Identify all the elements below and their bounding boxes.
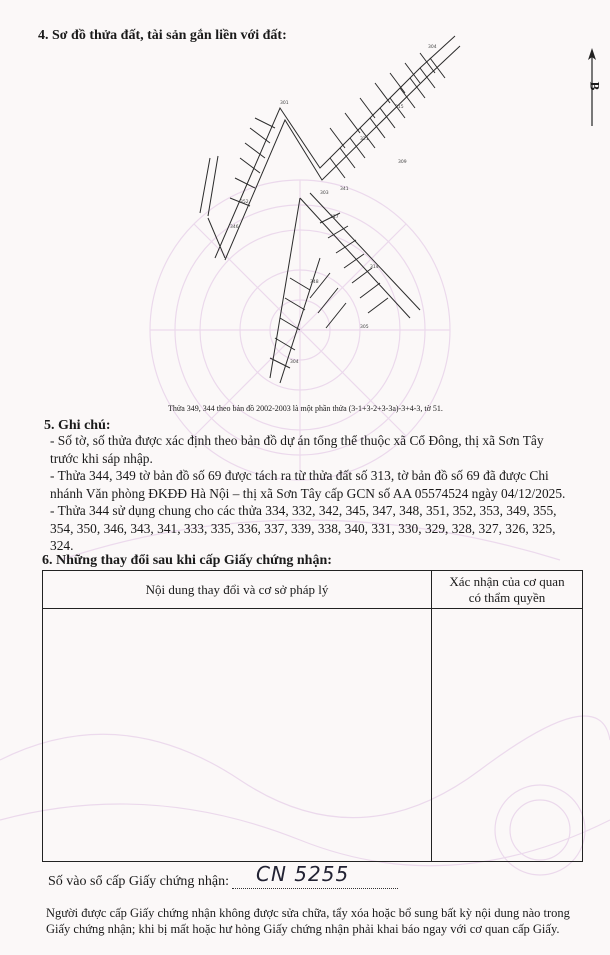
svg-text:315: 315 (395, 105, 404, 110)
note-line: - Thửa 344, 349 tờ bản đồ số 69 được tách ra từ thửa đất số 313, tờ bản đồ số 69 đã được Chi (50, 468, 549, 483)
changes-header-confirmation (432, 571, 583, 609)
svg-text:301: 301 (280, 101, 289, 106)
svg-text:348: 348 (310, 280, 319, 285)
note-line: 354, 350, 346, 343, 341, 333, 335, 336, 337, 339, 338, 340, 331, 330, 329, 328, 327, 326, 325, (50, 520, 556, 536)
confirmation-header-line: Xác nhận của cơ quan (449, 573, 565, 589)
confirmation-header-line: có thẩm quyền (468, 589, 546, 605)
svg-text:341: 341 (340, 187, 349, 192)
changes-confirmation-cell[interactable] (432, 609, 583, 862)
section-5-heading: 5. Ghi chú: (44, 418, 111, 433)
changes-header-content: Nội dung thay đổi và cơ sở pháp lý (43, 571, 432, 609)
map-caption: Thửa 349, 344 theo bản đồ 2002-2003 là một phần thửa (3-1+3-2+3-3a)-3+4-3, tờ 51. (168, 404, 443, 413)
footer-line: Người được cấp Giấy chứng nhận không được sửa chữa, tẩy xóa hoặc bổ sung bất kỳ nội dung nào trong (46, 906, 570, 920)
svg-text:314: 314 (370, 265, 379, 270)
north-label: B (587, 81, 603, 91)
note-line: - Số tờ, số thửa được xác định theo bản đồ dự án tổng thể thuộc xã Cổ Đông, thị xã Sơn Tây (50, 433, 544, 448)
registry-dotted-line (232, 888, 398, 889)
svg-text:304: 304 (428, 45, 437, 50)
parcel-map (170, 28, 470, 388)
changes-content-cell[interactable] (43, 609, 432, 862)
svg-text:321: 321 (360, 137, 369, 142)
svg-text:346: 346 (230, 225, 239, 230)
note-line: trước khi sáp nhập. (50, 450, 153, 466)
footer-warning (46, 905, 570, 937)
note-line: - Thửa 344 sử dụng chung cho các thửa 334, 332, 342, 345, 347, 348, 351, 352, 353, 349, 355, (50, 503, 557, 518)
note-line: 324. (50, 538, 74, 553)
svg-text:303: 303 (320, 191, 329, 196)
svg-text:305: 305 (360, 325, 369, 330)
note-line: nhánh Văn phòng ĐKĐĐ Hà Nội – thị xã Sơn Tây cấp GCN số AA 05574524 ngày 04/12/2025. (50, 485, 566, 501)
section-6-heading: 6. Những thay đổi sau khi cấp Giấy chứng nhận: (42, 553, 332, 568)
svg-text:352: 352 (240, 200, 249, 205)
notes-block (50, 432, 565, 555)
svg-text:304: 304 (290, 360, 299, 365)
footer-line: Giấy chứng nhận; khi bị mất hoặc hư hỏng Giấy chứng nhận phải khai báo ngay với cơ quan cấp Giấy. (46, 922, 560, 936)
svg-text:317: 317 (330, 215, 339, 220)
changes-table (42, 570, 583, 862)
svg-text:309: 309 (398, 160, 407, 165)
registry-label: Số vào sổ cấp Giấy chứng nhận: (48, 874, 229, 889)
registry-number: CN 5255 (256, 862, 350, 886)
section-4-heading: 4. Sơ đồ thửa đất, tài sản gắn liền với đất: (38, 28, 287, 43)
